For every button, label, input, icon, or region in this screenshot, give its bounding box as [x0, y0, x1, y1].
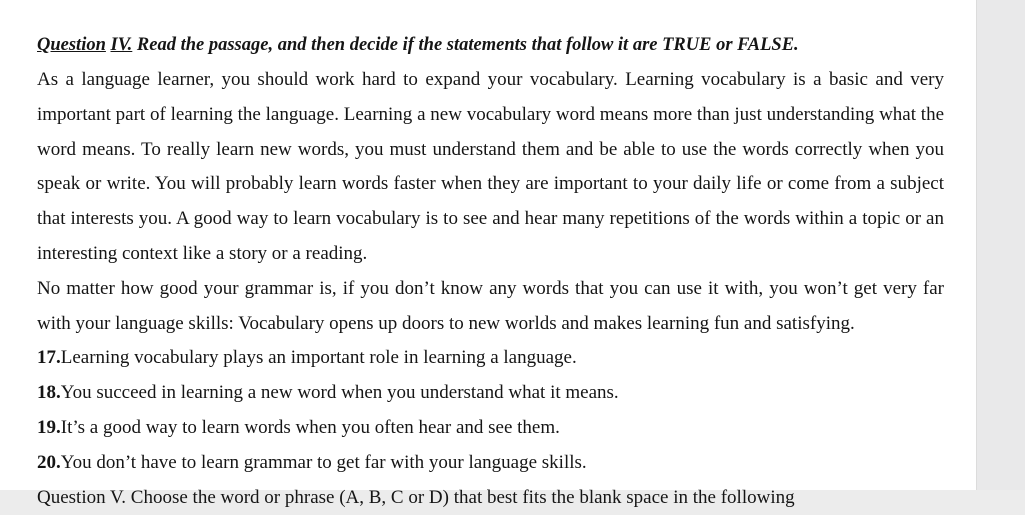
question-heading [37, 32, 944, 58]
statement-text: It’s a good way to learn words when you often hear and see them. [60, 416, 560, 438]
statement-text: Learning vocabulary plays an important role in learning a language. [60, 347, 577, 369]
statement-item [37, 341, 944, 376]
question-number: IV. [110, 35, 133, 55]
question-word: Question [37, 35, 106, 55]
passage-paragraph-2: No matter how good your grammar is, if you don’t know any words that you can use it with, you won’t get very far with your language skills: Vocabulary opens up doors to new worlds and makes learning fun and satisfying. [37, 277, 944, 334]
statement-number: 18. [37, 382, 61, 404]
statement-item [37, 376, 944, 411]
statement-text: You succeed in learning a new word when you understand what it means. [60, 382, 619, 404]
statement-number: 19. [37, 416, 61, 438]
statement-item [37, 446, 944, 481]
statement-number: 20. [37, 451, 61, 473]
viewer-side-strip [976, 0, 1025, 490]
statement-list [37, 341, 944, 480]
document-content [37, 32, 944, 515]
statement-item [37, 411, 944, 446]
next-question-heading-cut-off: Question V. Choose the word or phrase (A, B, C or D) that best fits the blank space in the following [37, 486, 795, 508]
question-instruction: Read the passage, and then decide if the statements that follow it are TRUE or FALSE. [132, 35, 799, 55]
passage-paragraph-1: As a language learner, you should work hard to expand your vocabulary. Learning vocabulary is a basic and very important part of learning the language. Learning a new vocabulary word means more than just understanding what the word means. To really learn new words, you must understand them and be able to use the words correctly when you speak or write. You will probably learn words faster when they are important to your daily life or come from a subject that interests you. A good way to learn vocabulary is to see and hear many repetitions of the words within a topic or an interesting context like a story or a reading. [37, 69, 944, 264]
statement-number: 17. [37, 347, 61, 369]
statement-text: You don’t have to learn grammar to get far with your language skills. [60, 451, 587, 473]
